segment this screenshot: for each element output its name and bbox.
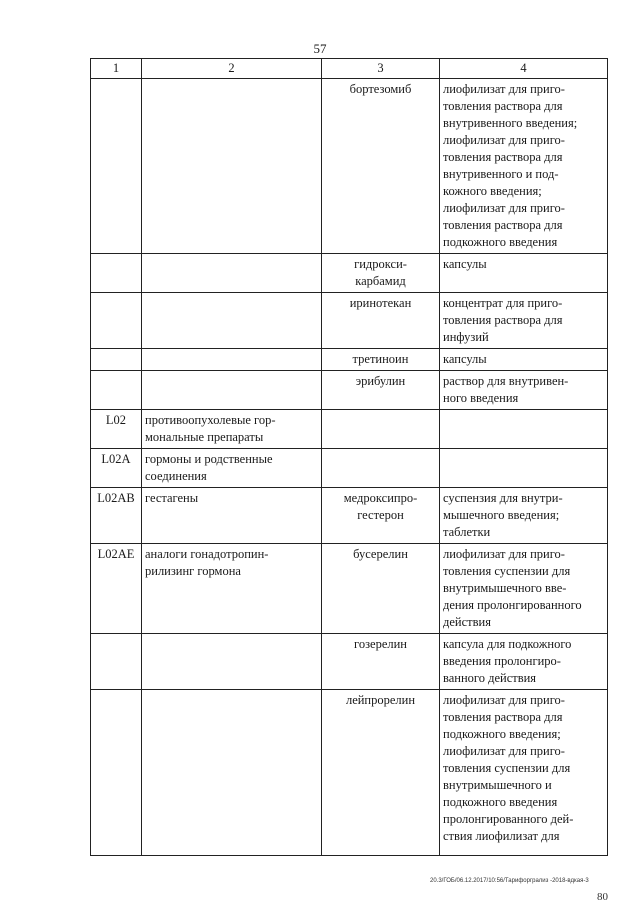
dosage-form-cell: капсулы — [440, 254, 608, 293]
dosage-form-cell — [440, 449, 608, 488]
group-cell — [142, 79, 322, 254]
code-cell: L02AB — [91, 488, 142, 544]
page-number: 57 — [313, 41, 327, 56]
dosage-form-cell: раствор для внутривен- ного введения — [440, 371, 608, 410]
table-row — [91, 79, 608, 254]
code-cell — [91, 349, 142, 371]
dosage-form-cell: лиофилизат для приго- товления раствора для внутривенного введения; лиофилизат для приго- товления раствора для внутривенного и под- кожного введения; лиофилизат для приго- товления раствора для подкожного введения — [440, 79, 608, 254]
group-cell — [142, 349, 322, 371]
dosage-form-cell: капсула для подкожного введения пролонгиро- ванного действия — [440, 634, 608, 690]
drug-cell: эрибулин — [322, 371, 440, 410]
table-row — [91, 634, 608, 690]
group-cell — [142, 634, 322, 690]
table-row — [91, 410, 608, 449]
footer-stamp: 20.3/ГОБ/06.12.2017/10:56/Тарифоргрализ -2018-вдкая-3 — [430, 878, 589, 884]
table-row — [91, 293, 608, 349]
drug-cell: лейпрорелин — [322, 690, 440, 856]
code-cell — [91, 371, 142, 410]
drug-table — [90, 58, 608, 856]
drug-cell: гозерелин — [322, 634, 440, 690]
table-row — [91, 488, 608, 544]
corner-mark: 80 — [597, 891, 608, 903]
dosage-form-cell — [440, 410, 608, 449]
drug-cell: бортезомиб — [322, 79, 440, 254]
code-cell — [91, 634, 142, 690]
group-cell — [142, 254, 322, 293]
group-cell — [142, 690, 322, 856]
drug-cell: иринотекан — [322, 293, 440, 349]
code-cell — [91, 690, 142, 856]
dosage-form-cell: лиофилизат для приго- товления суспензии для внутримышечного вве- дения пролонгированного действия — [440, 544, 608, 634]
code-cell: L02A — [91, 449, 142, 488]
drug-cell: гидрокси- карбамид — [322, 254, 440, 293]
table-row — [91, 371, 608, 410]
group-cell: гормоны и родственные соединения — [142, 449, 322, 488]
code-cell — [91, 254, 142, 293]
drug-cell: третиноин — [322, 349, 440, 371]
group-cell — [142, 293, 322, 349]
group-cell: аналоги гонадотропин- рилизинг гормона — [142, 544, 322, 634]
code-cell: L02AE — [91, 544, 142, 634]
group-cell: противоопухолевые гор- мональные препараты — [142, 410, 322, 449]
code-cell — [91, 79, 142, 254]
group-cell — [142, 371, 322, 410]
column-header: 3 — [322, 59, 440, 79]
dosage-form-cell: концентрат для приго- товления раствора для инфузий — [440, 293, 608, 349]
drug-cell — [322, 410, 440, 449]
drug-cell: медроксипро- гестерон — [322, 488, 440, 544]
drug-cell — [322, 449, 440, 488]
table-row — [91, 449, 608, 488]
code-cell — [91, 293, 142, 349]
group-cell: гестагены — [142, 488, 322, 544]
column-header: 4 — [440, 59, 608, 79]
table-header-row — [91, 59, 608, 79]
table-row — [91, 544, 608, 634]
code-cell: L02 — [91, 410, 142, 449]
dosage-form-cell: капсулы — [440, 349, 608, 371]
column-header: 2 — [142, 59, 322, 79]
table-row — [91, 254, 608, 293]
dosage-form-cell: суспензия для внутри- мышечного введения; таблетки — [440, 488, 608, 544]
table-row — [91, 349, 608, 371]
dosage-form-cell: лиофилизат для приго- товления раствора для подкожного введения; лиофилизат для приго- товления суспензии для внутримышечного и подкожного введения пролонгированного дей- ствия лиофилизат для — [440, 690, 608, 856]
column-header: 1 — [91, 59, 142, 79]
drug-cell: бусерелин — [322, 544, 440, 634]
table-row — [91, 690, 608, 856]
